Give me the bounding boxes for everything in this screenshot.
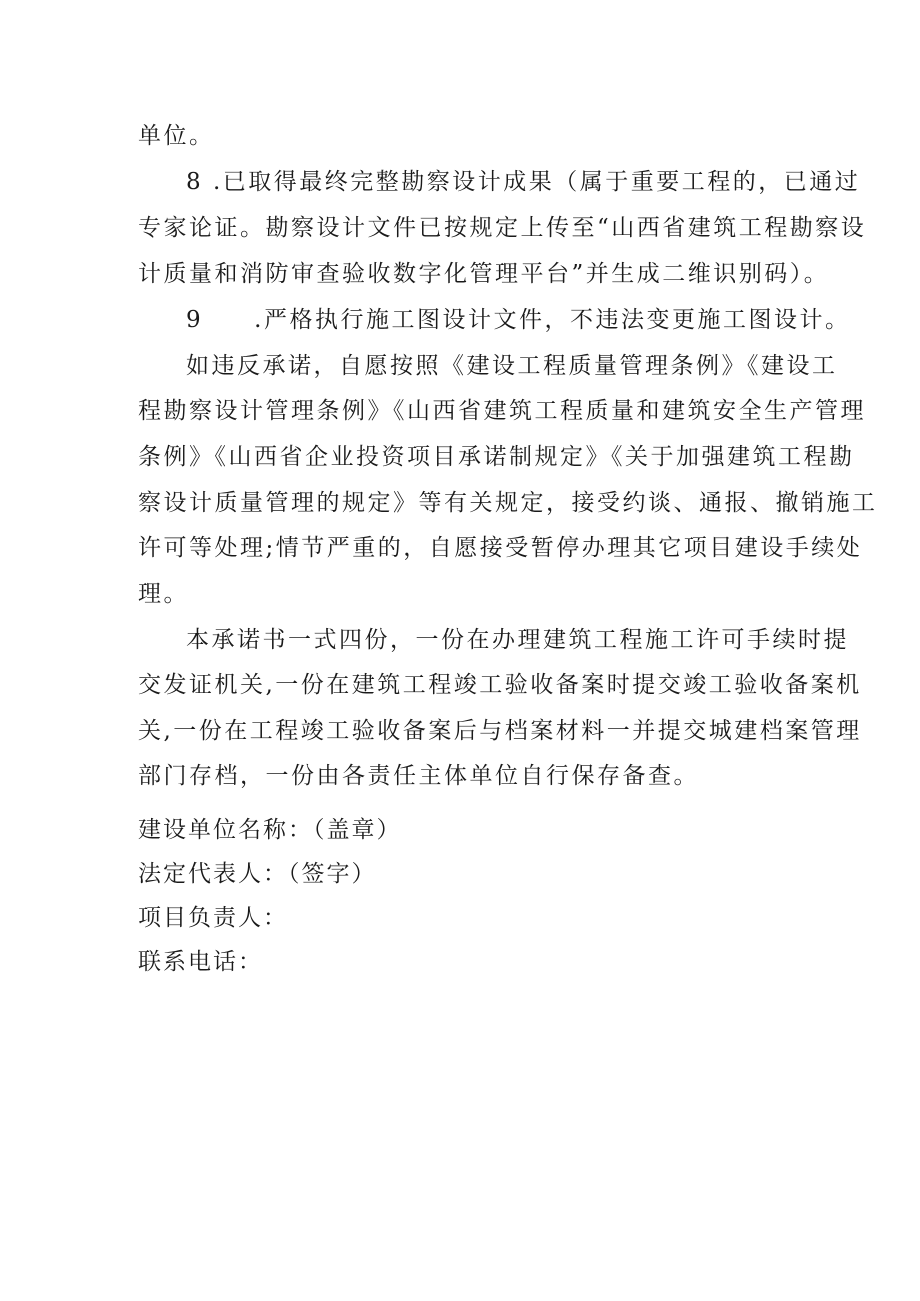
text-line: 部门存档，一份由各责任主体单位自行保存备查。	[138, 763, 699, 789]
text-line: 如违反承诺，自愿按照《建设工程质量管理条例》《建设工	[186, 353, 838, 379]
text-line: 条例》《山西省企业投资项目承诺制规定》《关于加强建筑工程勘	[138, 444, 855, 470]
signature-phone: 联系电话：	[138, 949, 263, 975]
text-line: 理。	[138, 581, 189, 607]
text-line: 察设计质量管理的规定》等有关规定，接受约谈、通报、撤销施工	[138, 490, 878, 516]
signature-legal-rep: 法定代表人：（签字）	[138, 861, 377, 887]
text-line: 本承诺书一式四份，一份在办理建筑工程施工许可手续时提	[186, 627, 849, 653]
text-line: 计质量和消防审查验收数字化管理平台”并生成二维识别码）。	[138, 261, 830, 287]
text-line: 关,一份在工程竣工验收备案后与档案材料一并提交城建档案管理	[138, 718, 862, 744]
text-line: 程勘察设计管理条例》《山西省建筑工程质量和建筑安全生产管理	[138, 398, 866, 424]
signature-project-lead: 项目负责人：	[138, 905, 288, 931]
signature-unit-name: 建设单位名称：（盖章）	[138, 817, 402, 843]
text-line: 单位。	[138, 123, 215, 149]
text-line: 8 .已取得最终完整勘察设计成果（属于重要工程的，已通过	[186, 169, 861, 195]
text-line: 9 .严格执行施工图设计文件，不违法变更施工图设计。	[186, 307, 851, 333]
text-line: 专家论证。勘察设计文件已按规定上传至“山西省建筑工程勘察设	[138, 215, 867, 241]
text-line: 交发证机关,一份在建筑工程竣工验收备案时提交竣工验收备案机	[138, 672, 862, 698]
text-line: 许可等处理;情节严重的，自愿接受暂停办理其它项目建设手续处	[138, 535, 863, 561]
